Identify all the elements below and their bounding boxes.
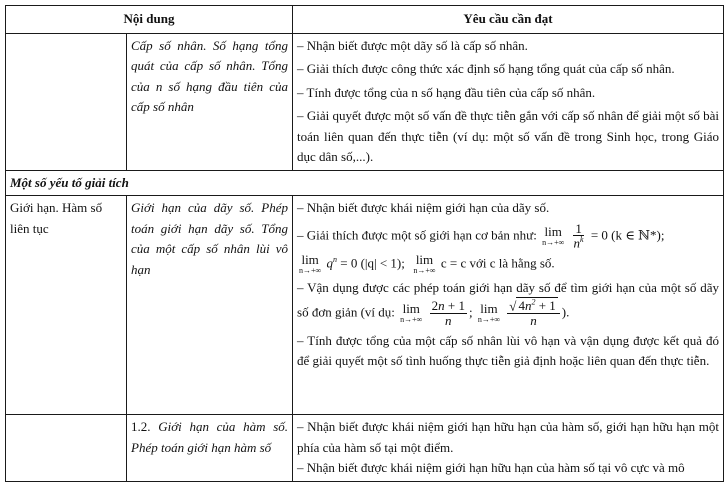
header-content: Nội dung — [6, 6, 293, 34]
req-text: – Vận dụng được các phép toán giới hạn dãy số để tìm giới hạn của một số dãy số đơn giản (ví dụ: — [297, 280, 720, 320]
table-row — [6, 196, 724, 415]
req-item: – Giải thích được công thức xác định số hạng tổng quát của cấp số nhân. — [297, 61, 675, 76]
section-title: Một số yếu tố giải tích — [6, 170, 724, 196]
math-q: q — [326, 255, 333, 271]
req-text: c = c với c là hằng số. — [440, 255, 555, 271]
table-row — [6, 415, 724, 482]
group-limits: Giới hạn. Hàm số liên tục — [6, 196, 127, 415]
fraction: $\frac{1}{n^k}$ — [573, 220, 584, 251]
req-item: – Tính được tổng của n số hạng đầu tiên của cấp số nhân. — [297, 84, 596, 100]
req-text: – Giải thích được một số giới hạn cơ bản như: — [297, 226, 537, 242]
table-row — [6, 33, 724, 170]
req-item: – Nhận biết được khái niệm giới hạn hữu hạn của hàm số tại vô cực và mô — [297, 460, 685, 475]
curriculum-table — [5, 5, 724, 482]
topic-geometric-sequence: Cấp số nhân. Số hạng tổng quát của cấp số nhân. Tổng của n số hạng đầu tiên của cấp số nhân — [127, 33, 293, 170]
req-item-operations: – Vận dụng được các phép toán giới hạn dãy số để tìm giới hạn của một số dãy số đơn giản (ví dụ: lim n→+∞ $\frac{2n + 1}{n}$ ; lim n→+∞ $\frac{√ 4n^2 + 1}{n}$ ). — [297, 280, 720, 328]
topic-number: 1.2. — [131, 419, 151, 434]
req-text: ). — [561, 304, 570, 320]
requirements-function — [293, 415, 724, 482]
section-row — [6, 170, 724, 196]
fraction: $\frac{√ 4n^2 + 1}{n}$ — [507, 299, 559, 328]
limit-operator: lim n→+∞ — [413, 252, 436, 276]
req-item: – Nhận biết được khái niệm giới hạn của dãy số. — [297, 200, 550, 215]
empty-cell — [6, 415, 127, 482]
header-requirements: Yêu cầu cần đạt — [293, 6, 724, 34]
empty-cell — [6, 33, 127, 170]
req-item-basic-limits — [297, 222, 719, 251]
requirements-limits — [293, 196, 724, 415]
requirements-geometric — [293, 33, 724, 170]
table-header-row — [6, 6, 724, 34]
req-item: – Nhận biết được khái niệm giới hạn hữu hạn của hàm số, giới hạn hữu hạn một phía của hàm số tại một điểm. — [297, 419, 720, 455]
req-item-formulas: lim n→+∞ $q^n = 0$ (|q| < 1); lim n→+∞ c = c với c là hằng số. — [299, 252, 555, 276]
limit-operator: lim n→+∞ — [542, 223, 565, 247]
topic-function-limits — [127, 415, 293, 482]
topic-text: Giới hạn của hàm số. Phép toán giới hạn hàm số — [131, 419, 289, 455]
req-text: = 0 (|q| < 1); — [340, 255, 405, 271]
topic-sequence-limits: Giới hạn của dãy số. Phép toán giới hạn dãy số. Tổng của một cấp số nhân lùi vô hạn — [127, 196, 293, 415]
req-item: – Tính được tổng của một cấp số nhân lùi vô hạn và vận dụng được kết quả đó để giải quyết một số tình huống thực tiễn giả định hoặc liên quan đến thực tiễn. — [297, 332, 720, 369]
fraction: $\frac{2n + 1}{n}$ — [431, 298, 465, 328]
req-text: = 0 (k ∈ ℕ*); — [590, 226, 665, 242]
req-item: – Nhận biết được một dãy số là cấp số nhân. — [297, 37, 528, 53]
req-item: – Giải quyết được một số vấn đề thực tiễn gắn với cấp số nhân để giải một số bài toán liên quan đến thực tiễn (ví dụ: một số vấn đề trong Sinh học, trong Giáo dục dân số,...). — [297, 108, 720, 164]
limit-operator: lim n→+∞ — [299, 252, 322, 276]
limit-operator: lim n→+∞ — [400, 301, 423, 325]
limit-operator: lim n→+∞ — [477, 301, 501, 325]
